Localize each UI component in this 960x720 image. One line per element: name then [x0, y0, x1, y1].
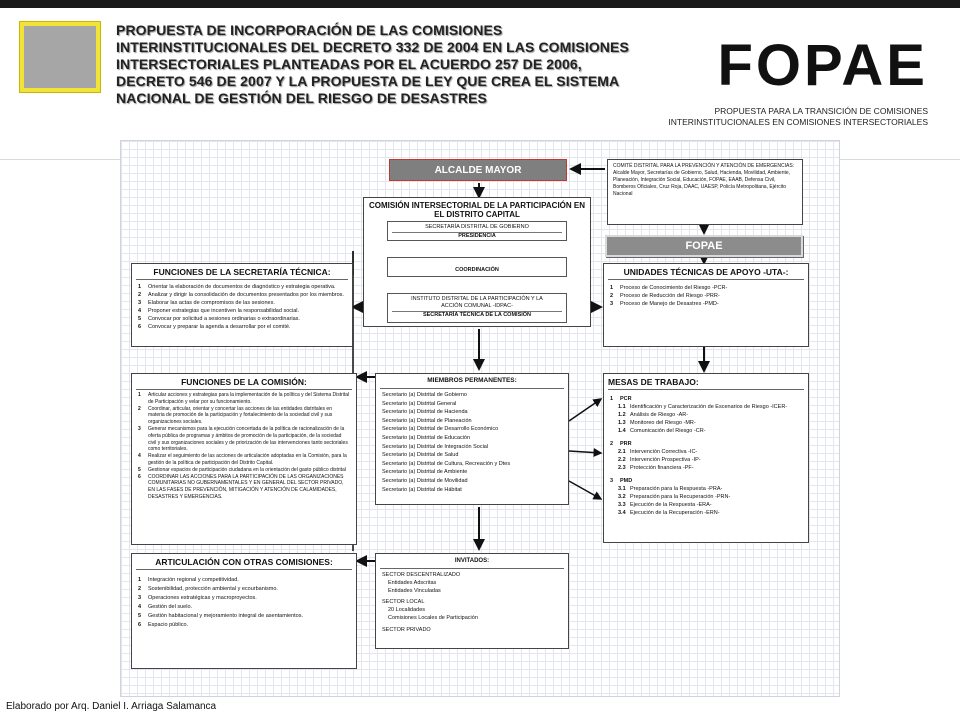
- brand-logo-text: FOPAE: [717, 33, 928, 98]
- articulacion-title: ARTICULACIÓN CON OTRAS COMISIONES:: [155, 557, 333, 567]
- item-number: 6: [138, 622, 142, 628]
- arrow-miembros-pcr: [569, 399, 601, 421]
- secretaria-tecnica-box: [387, 293, 567, 323]
- invitados-item: Entidades Adscritas: [388, 579, 437, 586]
- articulacion-item: [132, 576, 356, 585]
- item-number: 5: [138, 316, 142, 322]
- logo-placeholder: [20, 22, 100, 92]
- presidencia-entity: SECRETARÍA DISTRITAL DE GOBIERNO: [425, 224, 529, 230]
- miembro-item: Secretario (a) Distrital de Hacienda: [382, 409, 468, 416]
- funciones-secretaria-list: [132, 280, 352, 331]
- mesa-sub-text: Preparación para la Recuperación -PRN-: [630, 494, 731, 500]
- mesa-group-name: PCR: [620, 396, 632, 402]
- mesas-list: [604, 390, 808, 517]
- miembro-item: Secretario (a) Distrital de Ambiente: [382, 469, 468, 476]
- unidades-title: UNIDADES TÉCNICAS DE APOYO -UTA-:: [623, 267, 789, 277]
- secretaria-function-item: [132, 323, 352, 331]
- articulacion-box: [131, 553, 357, 669]
- coordinacion-label: COORDINACIÓN: [455, 267, 499, 273]
- item-text: Operaciones estratégicas y macroproyectos.: [148, 595, 257, 601]
- mesa-sub-number: 2.1: [618, 449, 626, 455]
- invitados-item: Entidades Vinculadas: [388, 587, 441, 594]
- mesa-sub-item: [604, 448, 808, 456]
- item-text: Orientar la elaboración de documentos de diagnóstico y estrategia operativa.: [148, 284, 336, 290]
- item-text: Convocar por solicitud a sesiones ordinarias o extraordinarias.: [148, 316, 300, 322]
- mesa-sub-text: Intervención Prospectiva -IP-: [630, 457, 701, 463]
- item-number: 4: [138, 453, 141, 460]
- mesa-group-number: 2: [610, 441, 614, 447]
- secretaria-function-item: [132, 291, 352, 299]
- mesa-sub-number: 2.3: [618, 465, 626, 471]
- comision-function-item: [132, 392, 356, 406]
- mesa-sub-number: 3.3: [618, 502, 626, 508]
- mesa-group-number: 1: [610, 396, 614, 402]
- mesa-sub-text: Intervención Correctiva -IC-: [630, 449, 698, 455]
- uta-item: [604, 284, 808, 292]
- uta-item: [604, 292, 808, 300]
- item-number: 4: [138, 308, 142, 314]
- mesa-sub-number: 1.1: [618, 404, 626, 410]
- mesa-sub-number: 2.2: [618, 457, 626, 463]
- coordinacion-box: [387, 257, 567, 277]
- mesa-sub-item: [604, 419, 808, 427]
- item-number: 3: [138, 300, 142, 306]
- mesa-sub-text: Protección financiera -PF-: [630, 465, 694, 471]
- item-number: 5: [138, 466, 141, 473]
- invitados-list: [376, 569, 568, 635]
- invitados-item: 20 Localidades: [388, 607, 426, 614]
- mesa-group-number: 3: [610, 478, 614, 484]
- footer-credit: Elaborado por Arq. Daniel I. Arriaga Salamanca: [6, 701, 217, 712]
- miembro-item: Secretario (a) Distrital de Salud: [382, 452, 459, 459]
- mesa-sub-text: Ejecución de la Respuesta -ERA-: [630, 502, 712, 508]
- miembros-permanentes-box: [375, 373, 569, 505]
- item-text: Coordinar, articular, orientar y concertar las acciones de las entidades distritales en materia de promoción de la participación y fortalecimiento de la sociedad civil y sus organizaciones sociales.: [148, 405, 333, 426]
- miembro-item: Secretario (a) Distrital de Desarrollo Económico: [382, 426, 499, 433]
- invitados-section-label: SECTOR PRIVADO: [382, 626, 431, 633]
- secretaria-function-item: [132, 315, 352, 323]
- articulacion-item: [132, 621, 356, 630]
- item-text: Proceso de Manejo de Desastres -PMD-: [620, 301, 719, 307]
- item-text: Convocar y preparar la agenda a desarrollar por el comité.: [148, 324, 291, 330]
- articulacion-item: [132, 603, 356, 612]
- item-number: 2: [138, 405, 141, 412]
- mesa-sub-number: 3.2: [618, 494, 626, 500]
- item-number: 6: [138, 473, 141, 480]
- miembros-list: [376, 389, 568, 494]
- comision-title: COMISIÓN INTERSECTORIAL DE LA PARTICIPACIÓN EN EL DISTRITO CAPITAL: [368, 201, 585, 219]
- articulacion-list: [132, 570, 356, 630]
- brand-subtitle: PROPUESTA PARA LA TRANSICIÓN DE COMISIONES INTERINSTITUCIONALES EN COMISIONES INTERSECTORIALES: [668, 106, 928, 127]
- alcalde-mayor-box: ALCALDE MAYOR: [389, 159, 567, 181]
- miembro-item: Secretario (a) Distrital de Cultura, Recreación y Dtes: [382, 460, 511, 467]
- arrow-miembros-pmd: [569, 481, 601, 499]
- mesa-sub-text: Ejecución de la Recuperación -ERN-: [630, 510, 720, 516]
- item-text: Gestionar espacios de participación ciudadana en la orientación del gasto público distrital: [148, 466, 346, 473]
- mesas-title: MESAS DE TRABAJO:: [608, 377, 699, 387]
- mesa-sub-text: Identificación y Caracterización de Escenarios de Riesgo -ICER-: [630, 404, 788, 410]
- item-text: Articular acciones y estrategias para la implementación de la política y del Sistema Distrital de Participación y velar por su funcionamiento.: [148, 392, 350, 405]
- item-text: Proponer estrategias que incentiven la responsabilidad social.: [148, 308, 300, 314]
- item-number: 1: [138, 577, 142, 583]
- item-text: Integración regional y competitividad.: [148, 577, 239, 583]
- comision-function-item: [132, 453, 356, 467]
- page-title: PROPUESTA DE INCORPORACIÓN DE LAS COMISIONES INTERINSTITUCIONALES DEL DECRETO 332 DE 2004 EN LAS COMISIONES INTERSECTORIALES PLANTEADAS POR EL ACUERDO 257 DE 2006, DECRETO 546 DE 2007 Y LA PROPUESTA DE LEY QUE CREA EL SISTEMA NACIONAL DE GESTIÓN DEL RIESGO DE DESASTRES: [116, 22, 629, 106]
- mesas-trabajo-box: [603, 373, 809, 543]
- mesa-sub-text: Análisis de Riesgo -AR-: [630, 412, 689, 418]
- mesa-sub-item: [604, 427, 808, 435]
- funciones-secretaria-title: FUNCIONES DE LA SECRETARÍA TÉCNICA:: [153, 267, 331, 277]
- comite-text: COMITÉ DISTRITAL PARA LA PREVENCIÓN Y ATENCIÓN DE EMERGENCIAS: Alcalde Mayor, Secretarías de Gobierno, Salud, Hacienda, Movilidad, Ambiente, Planeación, Integración Social, Educación, FOPAE, EAAB, Defensa Civil, Bomberos Oficiales, Cruz Roja, DAAC, UAESP, Policía Metropolitana, Ejército Nacional: [613, 163, 795, 197]
- slide-header: [0, 8, 960, 160]
- miembro-item: Secretario (a) Distrital de Gobierno: [382, 392, 467, 398]
- mesa-sub-item: [604, 464, 808, 472]
- secretaria-function-item: [132, 283, 352, 291]
- item-text: Gestión habitacional y mejoramiento integral de asentamientos.: [148, 613, 304, 619]
- mesa-group-name: PRR: [620, 441, 632, 447]
- miembro-item: Secretario (a) Distrital General: [382, 400, 457, 407]
- miembros-title: MIEMBROS PERMANENTES:: [427, 377, 517, 384]
- mesa-sub-number: 1.4: [618, 428, 626, 434]
- mesa-sub-item: [604, 493, 808, 501]
- mesa-group-header: [604, 477, 808, 485]
- item-number: 5: [138, 613, 142, 619]
- item-text: Sostenibilidad, protección ambiental y ecourbanismo.: [148, 586, 278, 592]
- item-text: Espacio público.: [148, 622, 189, 628]
- item-number: 3: [138, 425, 141, 432]
- item-number: 3: [138, 595, 142, 601]
- invitados-box: [375, 553, 569, 649]
- item-text: Generar mecanismos para la ejecución concertada de la política de racionalización de la oferta pública de programas y ámbitos de promoción de la participación, de la sociedad civil y sus organizaciones sociales y de priorización de las intervenciones tanto sectoriales como territoriales.: [148, 425, 348, 453]
- invitados-section-label: SECTOR DESCENTRALIZADO: [382, 572, 461, 578]
- presidencia-box: [387, 221, 567, 241]
- mesa-sub-item: [604, 411, 808, 419]
- funciones-comision-box: [131, 373, 357, 545]
- fopae-box: FOPAE: [605, 235, 803, 257]
- invitados-section-label: SECTOR LOCAL: [382, 599, 425, 606]
- secretaria-label: SECRETARÍA TÉCNICA DE LA COMISIÓN: [422, 312, 532, 318]
- mesa-sub-text: Preparación para la Respuesta -PRA-: [630, 486, 723, 492]
- secretaria-function-item: [132, 307, 352, 315]
- invitados-title: INVITADOS:: [454, 558, 490, 564]
- item-text: Realizar el seguimiento de las acciones de articulación adoptadas en la Comisión, para la gestión de la política de participación del Distrito Capital.: [148, 453, 347, 466]
- item-text: Proceso de Reducción del Riesgo -PRR-: [620, 293, 720, 299]
- mesa-sub-item: [604, 485, 808, 493]
- item-number: 3: [610, 301, 614, 307]
- item-text: Gestión del suelo.: [148, 604, 193, 610]
- comision-function-item: [132, 467, 356, 474]
- miembro-item: Secretario (a) Distrital de Planeación: [382, 417, 472, 424]
- item-number: 6: [138, 324, 142, 330]
- articulacion-item: [132, 612, 356, 621]
- mesa-sub-number: 3.1: [618, 486, 626, 492]
- item-number: 2: [138, 292, 142, 298]
- funciones-secretaria-box: [131, 263, 353, 347]
- secretaria-function-item: [132, 299, 352, 307]
- item-number: 4: [138, 604, 142, 610]
- uta-item: [604, 300, 808, 308]
- item-text: Proceso de Conocimiento del Riesgo -PCR-: [620, 285, 728, 291]
- presidencia-label: PRESIDENCIA: [458, 233, 496, 239]
- top-bar: [0, 0, 960, 8]
- comision-function-item: [132, 426, 356, 453]
- item-number: 2: [610, 293, 614, 299]
- mesa-sub-item: [604, 403, 808, 411]
- arrow-miembros-prr: [569, 451, 601, 453]
- mesa-sub-item: [604, 456, 808, 464]
- item-text: Elaborar las actas de compromisos de las sesiones.: [148, 300, 275, 306]
- unidades-tecnicas-box: [603, 263, 809, 347]
- miembro-item: Secretario (a) Distrital de Integración Social: [382, 443, 489, 450]
- comision-function-item: [132, 406, 356, 426]
- comision-function-item: [132, 474, 356, 501]
- org-diagram: [120, 140, 840, 697]
- mesa-sub-number: 3.4: [618, 510, 626, 516]
- mesa-sub-item: [604, 509, 808, 517]
- unidades-list: [604, 280, 808, 308]
- funciones-comision-list: [132, 390, 356, 501]
- item-text: Analizar y dirigir la consolidación de documentos presentados por los miembros.: [148, 292, 344, 298]
- invitados-item: Comisiones Locales de Participación: [388, 614, 478, 621]
- comite-distrital-box: [607, 159, 803, 225]
- mesa-group-header: [604, 395, 808, 403]
- funciones-comision-title: FUNCIONES DE LA COMISIÓN:: [181, 377, 307, 387]
- miembro-item: Secretario (a) Distrital de Educación: [382, 434, 471, 441]
- miembro-item: Secretario (a) Distrital de Movilidad: [382, 477, 468, 484]
- item-number: 1: [138, 392, 141, 398]
- mesa-sub-number: 1.2: [618, 412, 626, 418]
- articulacion-item: [132, 585, 356, 594]
- mesa-sub-item: [604, 501, 808, 509]
- mesa-sub-number: 1.3: [618, 420, 626, 426]
- item-number: 2: [138, 586, 142, 592]
- miembro-item: Secretario (a) Distrital de Hábitat: [382, 486, 462, 493]
- mesa-group-name: PMD: [620, 478, 633, 484]
- mesa-sub-text: Comunicación del Riesgo -CR-: [630, 428, 706, 434]
- mesa-sub-text: Monitoreo del Riesgo -MR-: [630, 420, 696, 426]
- articulacion-item: [132, 594, 356, 603]
- item-number: 1: [610, 285, 614, 291]
- secretaria-entity: INSTITUTO DISTRITAL DE LA PARTICIPACIÓN Y LA ACCIÓN COMUNAL -IDPAC-: [411, 296, 543, 309]
- item-text: COORDINAR LAS ACCIONES PARA LA PARTICIPACIÓN DE LAS ORGANIZACIONES COMUNITARIAS NO GUBERNAMENTALES Y EN GENERAL DEL SECTOR PRIVADO, EN LAS FASES DE PREVENCIÓN, MITIGACIÓN Y ATENCIÓN DE CALAMIDADES, DESASTRES Y EMERGENCIAS.: [148, 473, 344, 500]
- mesa-group-header: [604, 440, 808, 448]
- item-number: 1: [138, 284, 142, 290]
